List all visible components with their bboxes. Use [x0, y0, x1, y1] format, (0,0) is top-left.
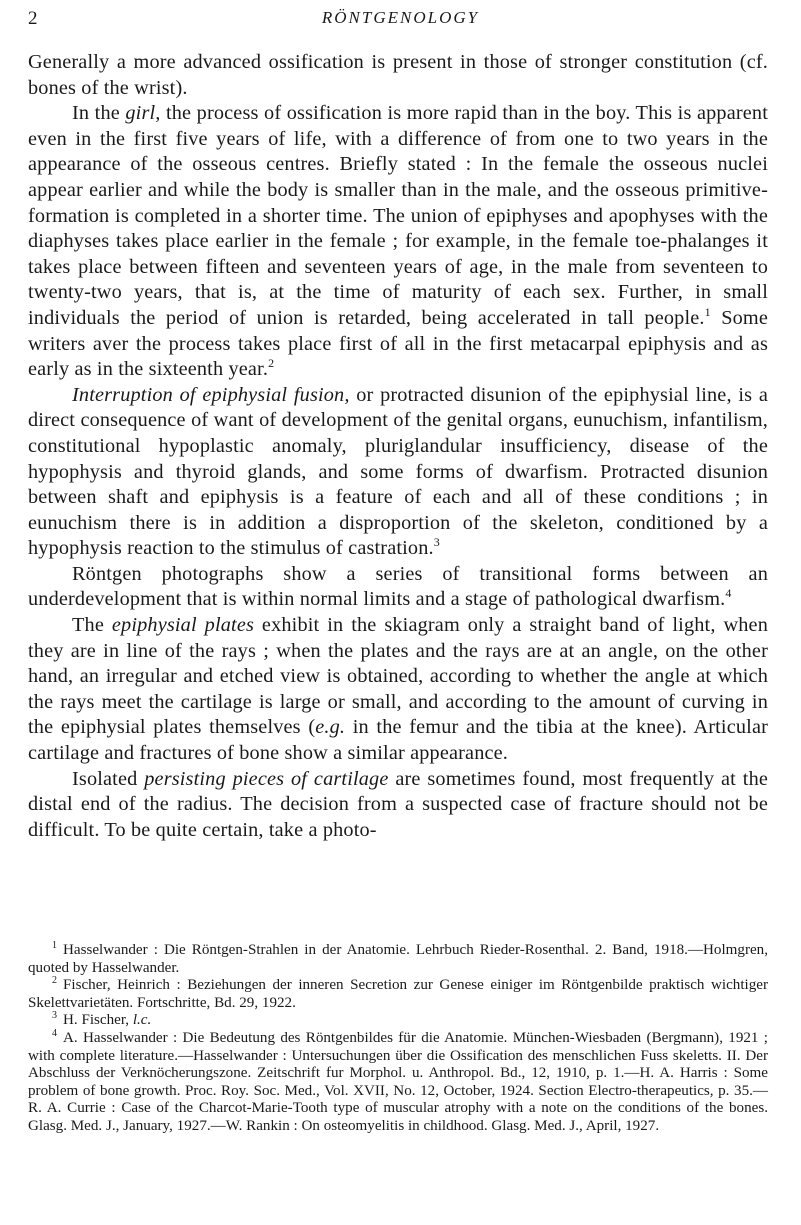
p2-emphasis: girl, — [125, 102, 161, 125]
p5-text-a: The — [72, 614, 112, 637]
p2-text-a: In the — [72, 102, 126, 125]
p6-text-b: are sometimes found, most frequently at the distal end of the radius. The decision from a suspected case of fracture should not be difficult. To be quite certain, take a photo- — [28, 767, 769, 841]
p1-text: Generally a more advanced ossification is present in those of stronger constitution (cf. bones of the wrist). — [28, 51, 768, 99]
footnote-4 — [28, 1027, 768, 1136]
p5-emphasis-2: e.g. — [315, 716, 346, 739]
footnote-2-text: Fischer, Heinrich : Beziehungen der inneren Secretion zur Genese einiger im Röntgenbilde praktisch wichtiger Skelettvarietäten. Fortschritte, Bd. 29, 1922. — [28, 977, 768, 1011]
paragraph-6 — [28, 767, 768, 844]
footnote-ref-1: 1 — [704, 305, 711, 320]
paragraph-2 — [28, 101, 768, 383]
body-text — [28, 50, 768, 843]
p4-text-a: Röntgen photographs show a series of transitional forms between an underdevelopment that is within normal limits and a stage of pathological dwarfism. — [28, 562, 768, 611]
p3-text-a: or protracted disunion of the epiphysial line, is a direct consequence of want of development of the genital organs, eunuchism, infantilism, constitutional hypoplastic anomaly, pluriglandular insufficiency, disease of the hypophysis and thyroid glands, and some forms of dwarfism. Protracted disunion between shaft and epiphysis is a feature of each and all of these conditions ; in eunuchism there is in addition a disproportion of the skeleton, conditioned by a hypophysis reaction to the stimulus of castration. — [28, 383, 768, 560]
paragraph-1 — [28, 50, 768, 101]
footnote-1 — [28, 939, 768, 977]
footnote-4-text: A. Hasselwander : Die Bedeutung des Röntgenbildes für die Anatomie. München-Wiesbaden (Bergmann), 1921 ; with complete literature.—Hasselwander : Untersuchungen über die Ossification des menschlichen Fuss skeletts. II. Der Abschluss der Verknöcherungszone. Zeitschrift fur Morphol. u. Anthropol. Bd., 12, 1910, p. 1.—H. A. Harris : Some problem of bone growth. Proc. Roy. Soc. Med., Vol. XVII, No. 12, October, 1924. Section Electro-therapeutics, p. 35.—R. A. Currie : Case of the Charcot-Marie-Tooth type of muscular atrophy with a note on the conditions of the bones. Glasg. Med. J., January, 1927.—W. Rankin : On osteomyelitis in childhood. Glasg. Med. J., April, 1927. — [28, 1029, 768, 1134]
footnote-ref-3: 3 — [433, 535, 440, 550]
p5-text-c: in the femur and the tibia at the knee). Articular cartilage and fractures of bone show a similar appearance. — [28, 716, 768, 765]
p3-emphasis: Interruption of epiphysial fusion, — [72, 383, 350, 406]
footnote-1-mark: 1 — [52, 939, 57, 951]
paragraph-4 — [28, 562, 768, 613]
p5-text-b: exhibit in the skiagram only a straight band of light, when they are in line of the rays ; when the plates and the rays are at an angle, on the other hand, an irregular and etched view is obtained, according to whether the angle at which the rays meet the cartilage is large or small, and according to the amount of curving in the epiphysial plates themselves ( — [28, 614, 768, 739]
p2-text-c: Some writers aver the process takes place first of all in the first metacarpal epiphysis and as early as in the sixteenth year. — [28, 306, 768, 381]
paragraph-3 — [28, 383, 768, 562]
footnote-1-text: Hasselwander : Die Röntgen-Strahlen in der Anatomie. Lehrbuch Rieder-Rosenthal. 2. Band, 1918.—Holmgren, quoted by Hasselwander. — [28, 942, 768, 976]
page-number: 2 — [28, 8, 39, 29]
p6-emphasis: persisting pieces of cartilage — [144, 767, 389, 790]
footnote-3 — [28, 1012, 768, 1030]
footnote-4-mark: 4 — [52, 1027, 57, 1039]
footnote-ref-4: 4 — [725, 586, 732, 601]
footnote-3-emphasis: l.c. — [132, 1012, 152, 1029]
footnote-2 — [28, 977, 768, 1012]
paragraph-5 — [28, 613, 768, 767]
footnotes — [28, 939, 768, 1136]
p2-text-b: the process of ossification is more rapid than in the boy. This is apparent even in the first five years of life, with a difference of from one to two years in the appearance of the osseous centres. Briefly stated : In the female the osseous nuclei appear earlier and while the body is smaller than in the male, and the osseous primitive-formation is completed in a shorter time. The union of epiphyses and apophyses with the diaphyses takes place earlier in the female ; for example, in the female toe-phalanges it takes place between fifteen and seventeen years of age, in the male from seventeen to twenty-two years, that is, at the time of maturity of each sex. Further, in small individuals the period of union is retarded, being accelerated in tall people. — [28, 102, 768, 329]
footnote-2-mark: 2 — [52, 975, 57, 987]
footnote-3-mark: 3 — [52, 1010, 57, 1022]
running-title: RÖNTGENOLOGY — [321, 8, 480, 27]
footnote-ref-2: 2 — [268, 356, 275, 371]
footnote-3-text: H. Fischer, — [63, 1012, 133, 1029]
p5-emphasis: epiphysial plates — [111, 614, 255, 637]
p6-text-a: Isolated — [72, 767, 145, 790]
